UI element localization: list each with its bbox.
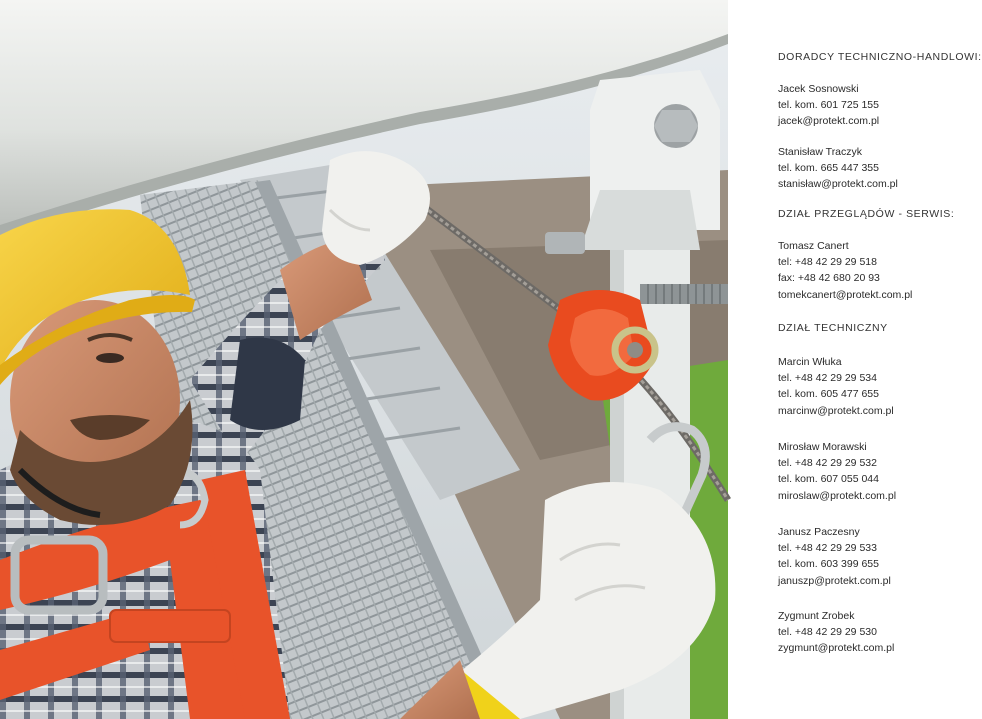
contact-phone: tel. kom. 601 725 155 xyxy=(778,99,879,112)
contact-tomasz-canert xyxy=(778,238,912,303)
contact-email[interactable]: jacek@protekt.com.pl xyxy=(778,115,880,128)
section-heading-technical: DZIAŁ TECHNICZNY xyxy=(778,322,888,334)
contact-mobile: tel. kom. 603 399 655 xyxy=(778,558,879,571)
contact-phone: tel. +48 42 29 29 534 xyxy=(778,372,877,385)
contact-email[interactable]: miroslaw@protekt.com.pl xyxy=(778,489,897,502)
contact-phone: tel. +48 42 29 29 532 xyxy=(778,457,877,470)
contact-mobile: tel. kom. 605 477 655 xyxy=(778,388,879,401)
contact-fax: fax: +48 42 680 20 93 xyxy=(778,272,880,285)
contact-phone: tel. +48 42 29 29 533 xyxy=(778,542,877,555)
section-heading-sales: DORADCY TECHNICZNO-HANDLOWI: xyxy=(778,51,982,63)
contact-name: Tomasz Canert xyxy=(778,240,849,252)
contact-miroslaw-morawski xyxy=(778,439,896,504)
contact-phone: tel: +48 42 29 29 518 xyxy=(778,256,877,269)
contact-stanislaw-traczyk xyxy=(778,144,898,193)
contact-name: Jacek Sosnowski xyxy=(778,83,859,95)
contact-name: Marcin Włuka xyxy=(778,356,842,368)
contact-jacek-sosnowski xyxy=(778,81,879,130)
contact-phone: tel. kom. 665 447 355 xyxy=(778,162,879,175)
contacts-panel xyxy=(778,0,982,719)
contact-email[interactable]: stanisław@protekt.com.pl xyxy=(778,178,898,191)
contact-name: Janusz Paczesny xyxy=(778,526,860,538)
section-heading-service: DZIAŁ PRZEGLĄDÓW - SERWIS: xyxy=(778,208,955,220)
contact-email[interactable]: marcinw@protekt.com.pl xyxy=(778,404,894,417)
contact-janusz-paczesny xyxy=(778,524,891,589)
contact-mobile: tel. kom. 607 055 044 xyxy=(778,473,879,486)
contact-name: Mirosław Morawski xyxy=(778,441,867,453)
contact-email[interactable]: januszp@protekt.com.pl xyxy=(778,574,891,587)
contact-zygmunt-zrobek xyxy=(778,608,894,657)
contact-marcin-wluka xyxy=(778,354,894,419)
contact-name: Zygmunt Zrobek xyxy=(778,610,855,622)
contact-email[interactable]: zygmunt@protekt.com.pl xyxy=(778,642,895,655)
contact-name: Stanisław Traczyk xyxy=(778,146,863,158)
contact-email[interactable]: tomekcanert@protekt.com.pl xyxy=(778,288,913,301)
contact-phone: tel. +48 42 29 29 530 xyxy=(778,626,877,639)
